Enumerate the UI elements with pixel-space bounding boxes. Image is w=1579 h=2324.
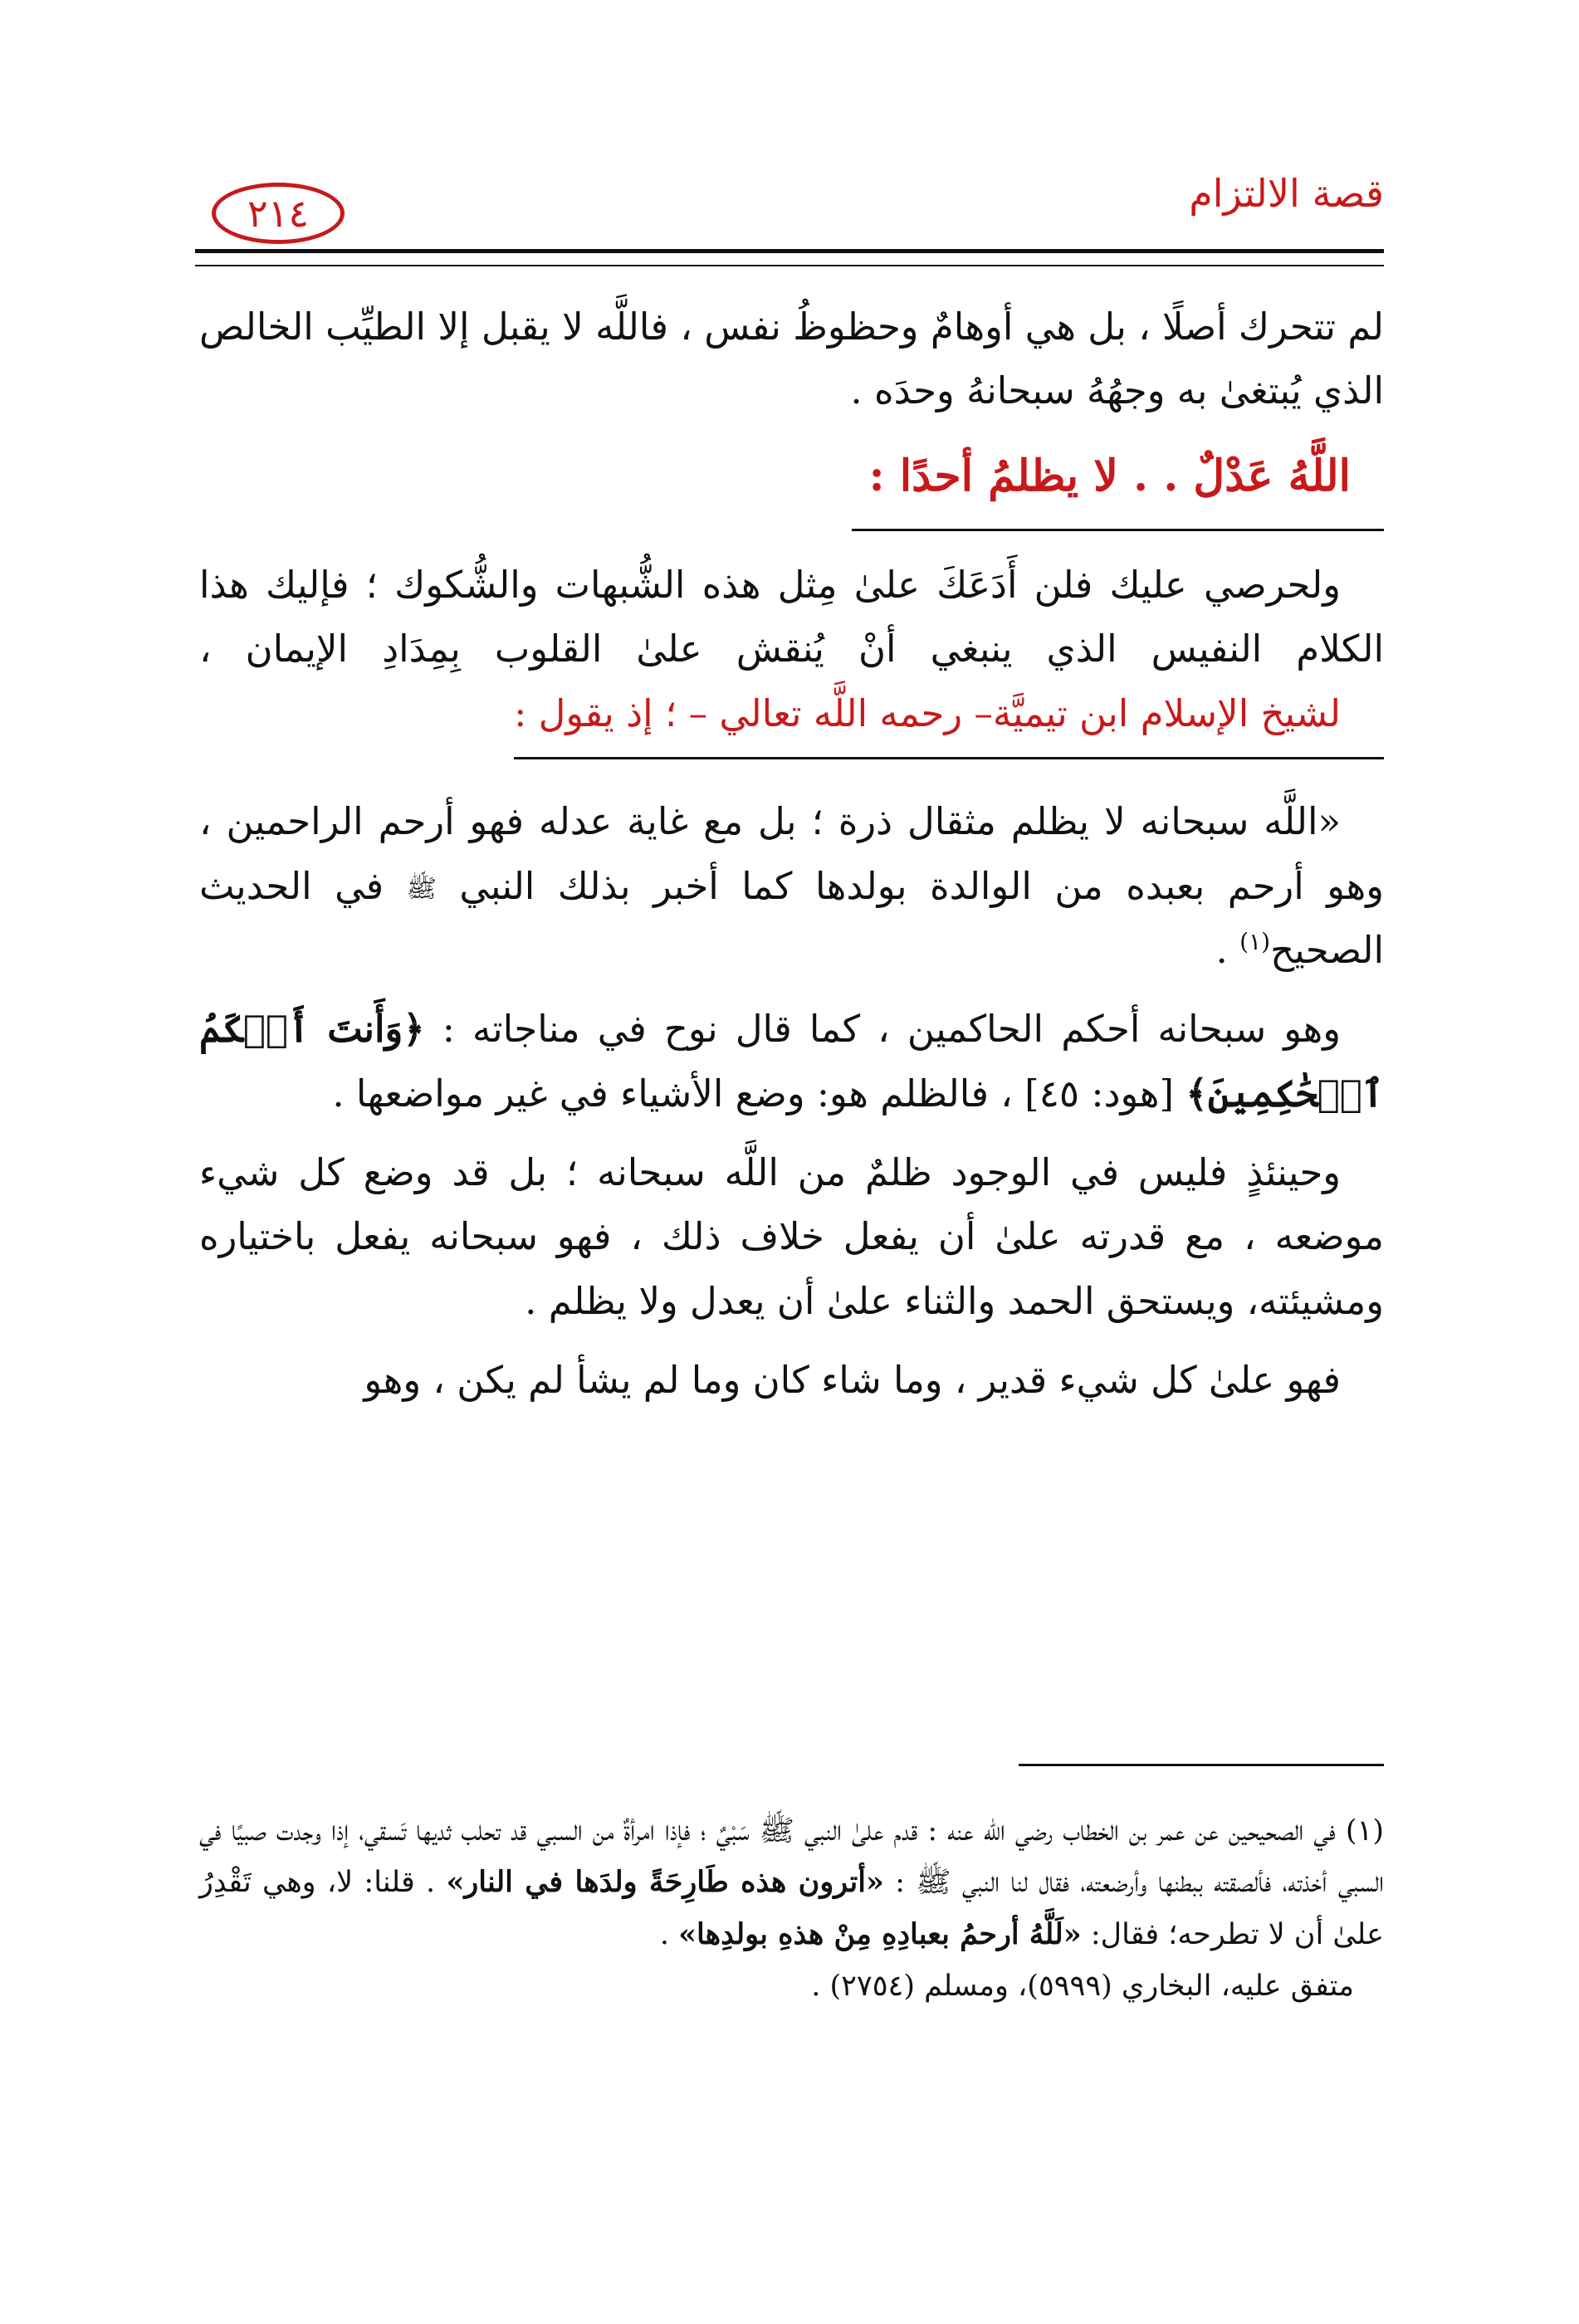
paragraph-1: لم تتحرك أصلًا ، بل هي أوهامٌ وحظوظُ نفس ، فاللَّه لا يقبل إلا الطيِّب الخالص الذي يُبتغىٰ به وجهُهُ سبحانهُ وحدَه . bbox=[199, 305, 1384, 413]
paragraph-4-end: ، فالظلم هو: وضع الأشياء في غير مواضعها . bbox=[332, 1071, 1013, 1116]
paragraph-4 bbox=[199, 997, 1384, 1125]
section-heading: اللَّهُ عَدْلٌ . . لا يظلمُ أحدًا : bbox=[852, 442, 1384, 531]
page-header bbox=[195, 158, 1384, 249]
footnote-line-2: . قلنا: لا، وهي تَقْدِرُ علىٰ أن لا تطرحه؛ فقال: bbox=[199, 1866, 1384, 1951]
quran-verse-part-1: ﴿وَأَنتَ bbox=[327, 1007, 425, 1052]
footnote-hadith-quote-1: «أترون هذه طَارِحَةً ولدَها في النار» bbox=[446, 1865, 884, 1900]
verse-reference: [هود: ٤٥] bbox=[1024, 1071, 1175, 1116]
page-number-badge: ٢١٤ bbox=[212, 183, 345, 244]
header-double-rule bbox=[195, 249, 1384, 266]
footnote-hadith-quote-2: «لَلَّهُ أرحمُ بعبادِهِ مِنْ هذهِ بولدِها» bbox=[678, 1916, 1082, 1951]
footnotes bbox=[199, 1805, 1384, 2012]
footnote-reference[interactable]: (١) bbox=[1239, 927, 1271, 955]
paragraph-3-quote bbox=[199, 789, 1384, 982]
quote-text-end: في الحديث الصحيح bbox=[199, 863, 1384, 972]
footnote-number: (١) bbox=[1345, 1814, 1384, 1848]
paragraph-2 bbox=[199, 553, 1384, 774]
quote-close: . bbox=[1215, 927, 1240, 972]
paragraph-5: وحينئذٍ فليس في الوجود ظلمٌ من اللَّه سبحانه ؛ بل قد وضع كل شيء موضعه ، مع قدرته علىٰ أن يفعل خلاف ذلك ، فهو سبحانه يفعل باختياره ومشيئته، ويستحق الحمد والثناء علىٰ أن يعدل ولا يظلم . bbox=[199, 1150, 1384, 1323]
paragraph-2-text: ولحرصي عليك فلن أَدَعَكَ علىٰ مِثل هذه الشُّبهات والشُّكوك ؛ فإليك هذا الكلام النفيس الذي ينبغي أنْ يُنقش علىٰ القلوب بِمِدَادِ الإيمان ، bbox=[199, 562, 1384, 671]
paragraph-6: فهو علىٰ كل شيء قدير ، وما شاء كان وما لم يشأ لم يكن ، وهو bbox=[364, 1358, 1341, 1403]
paragraph-2-attribution: لشيخ الإسلام ابن تيميَّة– رحمه اللَّه تعالي – ؛ إذ يقول : bbox=[514, 681, 1384, 759]
quote-text: «اللَّه سبحانه لا يظلم مثقال ذرة ؛ بل مع غاية عدله فهو أرحم الراحمين ، وهو أرحم بعبده من الوالدة بولدها كما أخبر بذلك النبي bbox=[199, 799, 1384, 908]
book-title: قصة الالتزام bbox=[1189, 171, 1384, 216]
quran-verse-part-2: أَحۡكَمُ ٱلۡحَٰكِمِينَ﴾ bbox=[199, 1007, 1384, 1116]
footnote-separator bbox=[1019, 1764, 1384, 1766]
footnote-source: متفق عليه، البخاري (٥٩٩٩)، ومسلم (٢٧٥٤) . bbox=[811, 1969, 1354, 2003]
paragraph-4-text: وهو سبحانه أحكم الحاكمين ، كما قال نوح في مناجاته : bbox=[442, 1007, 1341, 1052]
footnote-line-3: . bbox=[659, 1917, 679, 1951]
main-text bbox=[199, 295, 1384, 1428]
salawat-honorific: ﷺ bbox=[406, 874, 437, 904]
footnote-1 bbox=[199, 1805, 1384, 1960]
footnote-line-1: في الصحيحين عن عمر بن الخطاب رضي الله عنه : قدم علىٰ النبي ﷺ سَبْيٌ ؛ فإذا امرأةٌ من السبي قد تحلب ثديها تَسقي، إذا وجدت صبيًا في السبي أخذته، فألصقته ببطنها وأرضعته، فقال لنا النبي ﷺ : bbox=[199, 1814, 1384, 1900]
